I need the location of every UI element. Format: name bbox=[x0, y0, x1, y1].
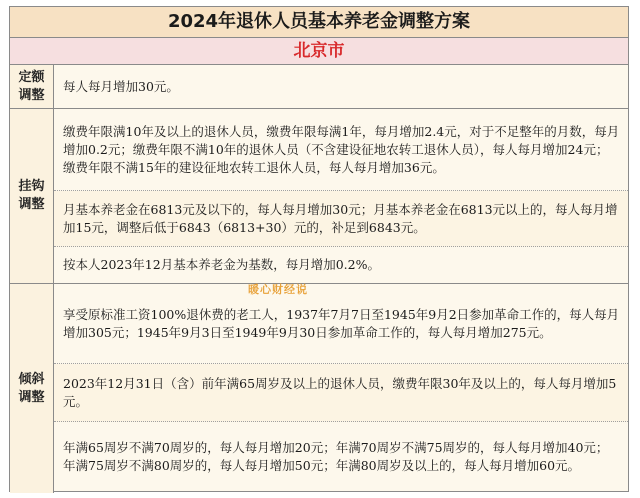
list-item: 按本人2023年12月基本养老金为基数，每月增加0.2%。 bbox=[63, 257, 380, 272]
section-items bbox=[54, 65, 628, 108]
section-label bbox=[10, 109, 54, 283]
watermark: 暖心财经说 bbox=[248, 283, 308, 296]
page-title: 2024年退休人员基本养老金调整方案 bbox=[10, 7, 628, 38]
section-label-text: 定额调整 bbox=[18, 69, 45, 103]
list-item: 每人每月增加30元。 bbox=[63, 78, 179, 94]
list-item: 享受原标准工资100%退休费的老工人，1937年7月7日至1945年9月2日参加革命工作的，每人每月增加305元；1945年9月3日至1949年9月30日参加革命工作的，每人每月增加275元。 bbox=[54, 284, 628, 364]
section-label-text: 倾斜调整 bbox=[18, 371, 45, 405]
section-tilted-adjustment bbox=[10, 284, 628, 493]
list-item: 月基本养老金在6813元及以下的，每人每月增加30元；月基本养老金在6813元以上的，每人每月增加15元，调整后低于6843（6813+30）元的，补足到6843元。 bbox=[54, 191, 628, 247]
section-label bbox=[10, 284, 54, 493]
section-linked-adjustment bbox=[10, 109, 628, 284]
section-items bbox=[54, 109, 628, 283]
list-item: 2023年12月31日（含）前年满65周岁及以上的退休人员，缴费年限30年及以上的，每人每月增加5元。 bbox=[54, 364, 628, 422]
list-item: 年满65周岁不满70周岁的，每人每月增加20元；年满70周岁不满75周岁的，每人每月增加40元；年满75周岁不满80周岁的，每人每月增加50元；年满80周岁及以上的，每人每月增加60元。 bbox=[63, 440, 609, 473]
adjustment-table bbox=[9, 6, 629, 492]
section-label bbox=[10, 65, 54, 108]
section-items bbox=[54, 284, 628, 493]
section-label-text: 挂钩调整 bbox=[18, 179, 45, 212]
list-item: 缴费年限满10年及以上的退休人员，缴费年限每满1年，每月增加2.4元，对于不足整年的月数，每月增加0.2元；缴费年限不满10年的退休人员（不含建设征地农转工退休人员），每人每月增加24元；缴费年限不满15年的建设征地农转工退休人员，每人每月增加36元。 bbox=[54, 109, 628, 191]
section-fixed-adjustment bbox=[10, 65, 628, 109]
city-heading: 北京市 bbox=[10, 38, 628, 65]
